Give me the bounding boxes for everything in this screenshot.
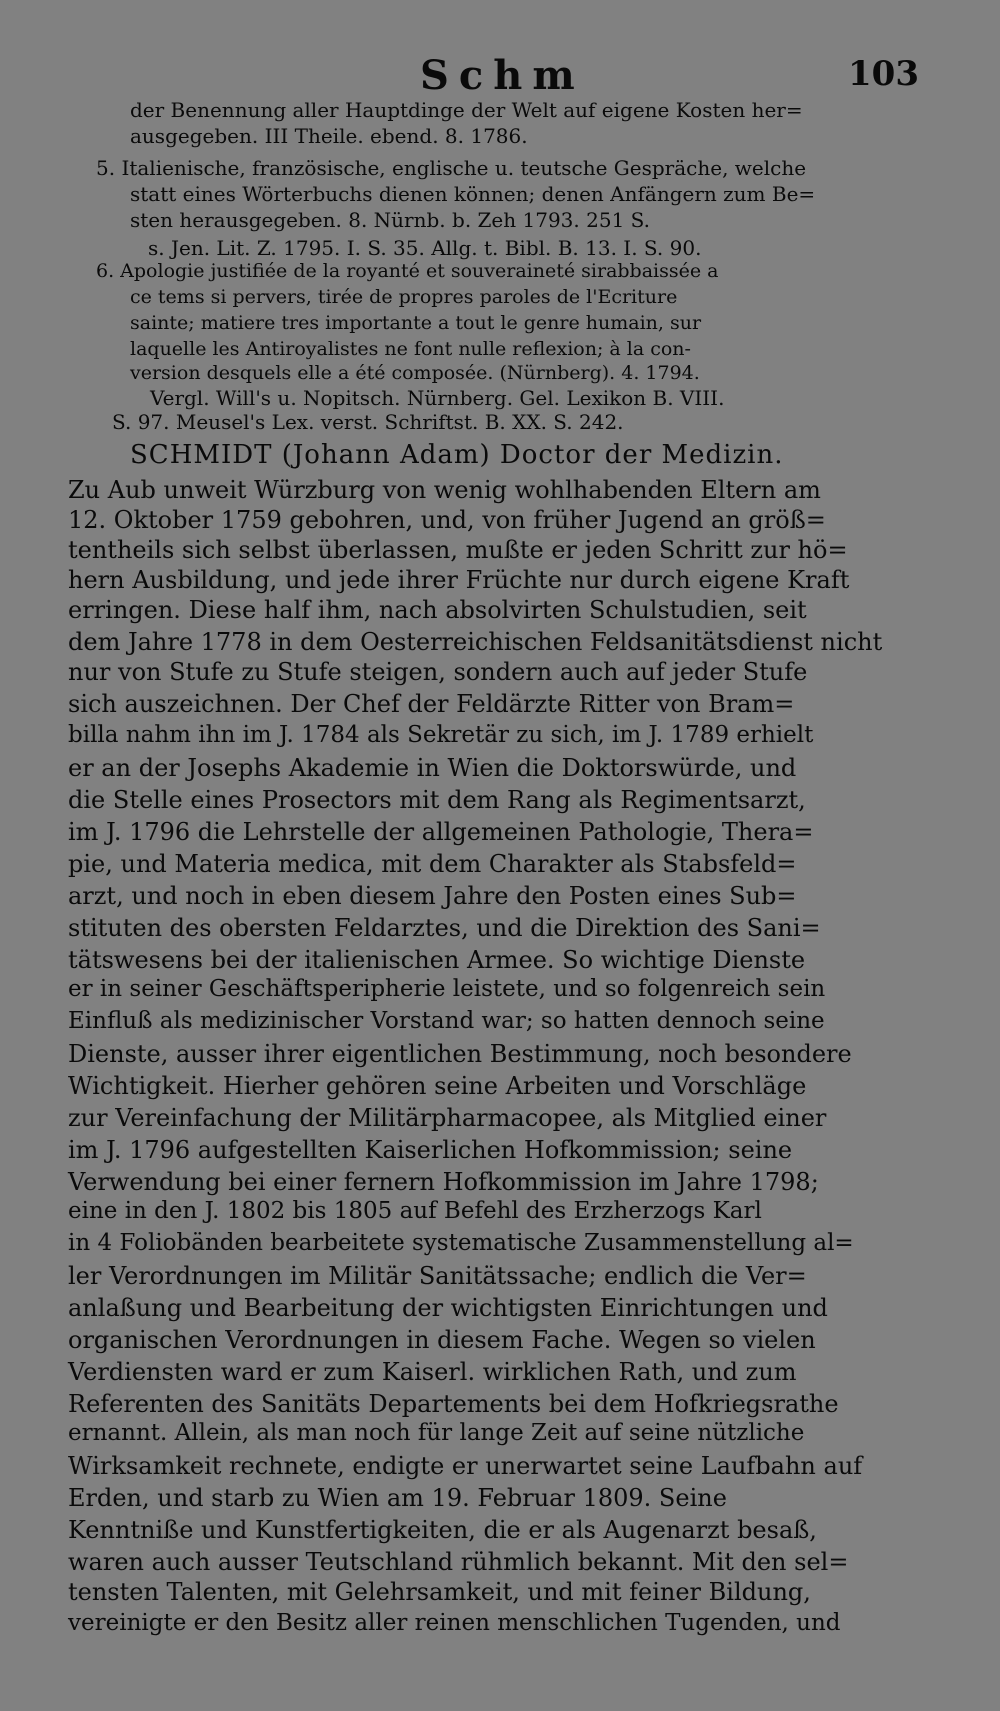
text-line: organischen Verordnungen in diesem Fache. Wegen so vielen [68, 1326, 816, 1354]
text-line: 12. Oktober 1759 gebohren, und, von früher Jugend an größ= [68, 506, 826, 534]
text-line: ce tems si pervers, tirée de propres paroles de l'Ecriture [130, 286, 678, 308]
entry-heading: SCHMIDT (Johann Adam) Doctor der Medizin. [130, 440, 784, 470]
text-line: Dienste, ausser ihrer eigentlichen Bestimmung, noch besondere [68, 1040, 852, 1068]
text-line: Zu Aub unweit Würzburg von wenig wohlhabenden Eltern am [68, 476, 821, 504]
text-line: Wirksamkeit rechnete, endigte er unerwartet seine Laufbahn auf [68, 1452, 863, 1480]
text-line: billa nahm ihn im J. 1784 als Sekretär zu sich, im J. 1789 erhielt [68, 722, 814, 748]
text-line: in 4 Foliobänden bearbeitete systematische Zusammenstellung al= [68, 1230, 854, 1256]
text-line: Erden, und starb zu Wien am 19. Februar 1809. Seine [68, 1484, 727, 1512]
page-number: 103 [848, 54, 919, 94]
text-line: Referenten des Sanitäts Departements bei dem Hofkriegsrathe [68, 1390, 839, 1418]
text-line: 6. Apologie justifiée de la royanté et souveraineté sirabbaissée a [96, 260, 719, 282]
text-line: sich auszeichnen. Der Chef der Feldärzte Ritter von Bram= [68, 690, 795, 718]
text-line: tätswesens bei der italienischen Armee. So wichtige Dienste [68, 946, 806, 974]
text-line: Vergl. Will's u. Nopitsch. Nürnberg. Gel. Lexikon B. VIII. [150, 386, 725, 410]
text-line: dem Jahre 1778 in dem Oesterreichischen Feldsanitätsdienst nicht [68, 628, 883, 656]
text-line: Wichtigkeit. Hierher gehören seine Arbeiten und Vorschläge [68, 1072, 807, 1100]
text-line: sainte; matiere tres importante a tout le genre humain, sur [130, 312, 702, 334]
text-line: hern Ausbildung, und jede ihrer Früchte nur durch eigene Kraft [68, 566, 850, 594]
text-line: tensten Talenten, mit Gelehrsamkeit, und mit feiner Bildung, [68, 1578, 811, 1606]
running-title: Schm [420, 52, 585, 99]
text-line: im J. 1796 aufgestellten Kaiserlichen Hofkommission; seine [68, 1136, 793, 1164]
text-line: erringen. Diese half ihm, nach absolvirten Schulstudien, seit [68, 596, 807, 624]
text-line: pie, und Materia medica, mit dem Charakter als Stabsfeld= [68, 850, 797, 878]
text-line: s. Jen. Lit. Z. 1795. I. S. 35. Allg. t. Bibl. B. 13. I. S. 90. [148, 236, 702, 260]
text-line: 5. Italienische, französische, englische u. teutsche Gespräche, welche [96, 156, 807, 180]
text-line: sten herausgegeben. 8. Nürnb. b. Zeh 1793. 251 S. [130, 208, 650, 232]
text-line: im J. 1796 die Lehrstelle der allgemeinen Pathologie, Thera= [68, 818, 814, 846]
text-line: ler Verordnungen im Militär Sanitätssache; endlich die Ver= [68, 1262, 807, 1290]
text-line: waren auch ausser Teutschland rühmlich bekannt. Mit den sel= [68, 1548, 849, 1576]
text-line: S. 97. Meusel's Lex. verst. Schriftst. B. XX. S. 242. [112, 410, 624, 434]
text-line: er an der Josephs Akademie in Wien die Doktorswürde, und [68, 754, 797, 782]
text-line: er in seiner Geschäftsperipherie leistete, und so folgenreich sein [68, 976, 826, 1002]
text-line: arzt, und noch in eben diesem Jahre den Posten eines Sub= [68, 882, 797, 910]
text-line: ausgegeben. III Theile. ebend. 8. 1786. [130, 124, 528, 148]
text-line: vereinigte er den Besitz aller reinen menschlichen Tugenden, und [68, 1610, 841, 1636]
text-line: stituten des obersten Feldarztes, und die Direktion des Sani= [68, 914, 821, 942]
text-line: nur von Stufe zu Stufe steigen, sondern auch auf jeder Stufe [68, 658, 808, 686]
text-line: eine in den J. 1802 bis 1805 auf Befehl des Erzherzogs Karl [68, 1198, 762, 1224]
text-line: Kenntniße und Kunstfertigkeiten, die er als Augenarzt besaß, [68, 1516, 817, 1544]
text-line: version desquels elle a été composée. (Nürnberg). 4. 1794. [130, 362, 700, 384]
text-line: die Stelle eines Prosectors mit dem Rang als Regimentsarzt, [68, 786, 806, 814]
text-line: zur Vereinfachung der Militärpharmacopee, als Mitglied einer [68, 1104, 827, 1132]
text-line: Verdiensten ward er zum Kaiserl. wirklichen Rath, und zum [68, 1358, 797, 1386]
text-line: Einfluß als medizinischer Vorstand war; so hatten dennoch seine [68, 1008, 825, 1034]
text-line: anlaßung und Bearbeitung der wichtigsten Einrichtungen und [68, 1294, 828, 1322]
text-line: Verwendung bei einer fernern Hofkommission im Jahre 1798; [68, 1168, 819, 1196]
text-line: der Benennung aller Hauptdinge der Welt auf eigene Kosten her= [130, 98, 803, 122]
text-line: tentheils sich selbst überlassen, mußte er jeden Schritt zur hö= [68, 536, 848, 564]
text-line: laquelle les Antiroyalistes ne font nulle reflexion; à la con- [130, 338, 691, 360]
text-line: ernannt. Allein, als man noch für lange Zeit auf seine nützliche [68, 1420, 805, 1446]
text-line: statt eines Wörterbuchs dienen können; denen Anfängern zum Be= [130, 182, 816, 206]
